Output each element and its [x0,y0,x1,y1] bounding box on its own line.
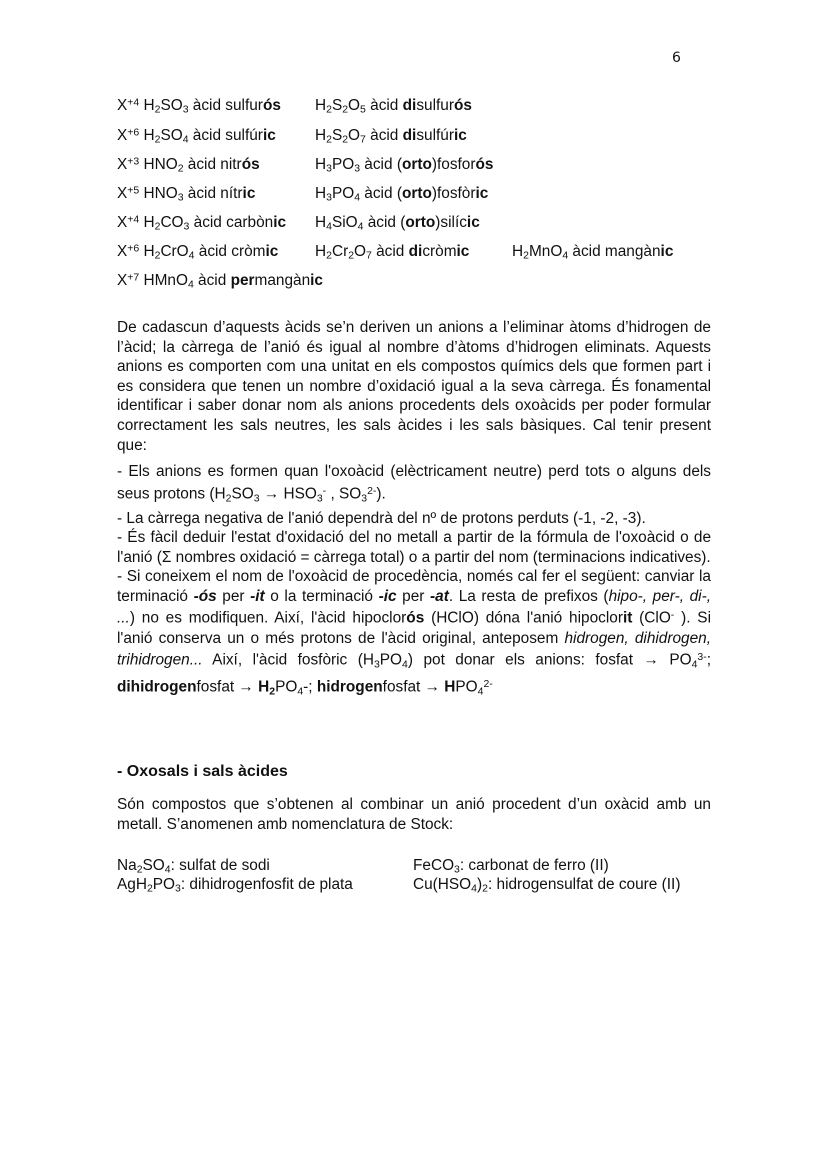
text-segment: 4 [357,221,364,233]
text-segment: H [315,185,327,202]
text-segment: )fosfor [431,156,476,173]
text-segment: 2 [326,250,332,262]
text-segment: H [512,243,524,260]
anion-rules [117,462,711,702]
text-segment: 2- [483,679,493,691]
text-segment: hipo-, per-, di-, ... [117,587,712,628]
text-segment: hidrogen [316,678,383,696]
text-segment: (ClO [632,610,671,628]
text-segment: Cr [331,243,349,260]
text-segment: H [315,214,327,231]
text-segment: +4 [127,214,140,226]
text-segment: 2 [136,864,143,876]
text-segment: 2- [367,485,377,497]
text-segment: àcid [193,272,231,289]
text-segment: PO [379,652,403,670]
text-segment: 3 [354,163,361,175]
text-segment: 4 [188,250,195,262]
acid-entry [315,156,493,175]
text-segment: àcid ( [360,185,402,202]
text-segment: 5 [360,104,366,116]
text-segment: di [402,97,417,114]
text-segment: 2 [154,134,161,146]
text-segment: CrO [160,243,189,260]
text-segment: X [117,243,128,260]
text-segment: sulfúr [416,127,454,144]
text-segment: ). [376,485,386,503]
text-segment: 4 [471,883,477,895]
text-segment: X [117,185,128,202]
text-segment: PO [331,185,355,202]
text-segment: )fosfòr [431,185,476,202]
acid-entry [315,97,472,116]
text-segment: MnO [528,243,563,260]
text-segment: 4 [326,221,332,233]
text-segment: ic [265,243,279,260]
text-segment: - [322,485,327,497]
text-segment: - És fàcil deduir l'estat d'oxidació del no metall a partir de la fórmula de l'oxoàcid o de l'anió (Σ nombres oxidació = càrrega total) o a partir del nom (terminacions indicatives). [117,529,711,566]
text-segment: : hidrogensulfat de coure (II) [487,876,681,893]
text-segment: 4 [562,250,569,262]
text-segment: 2 [225,492,232,504]
text-segment: ic [475,185,489,202]
text-segment: PO [331,156,355,173]
text-segment: ic [466,214,480,231]
acid-entry [315,185,488,204]
text-segment: 2 [146,883,153,895]
text-segment: 7 [366,250,372,262]
text-segment: fosfat → [196,678,259,696]
text-segment: PO [275,678,298,696]
text-segment: H [315,127,327,144]
text-segment: H [315,156,327,173]
acid-entry [315,243,469,262]
text-segment: àcid [365,97,403,114]
acid-entry [117,185,255,204]
rule-item [117,462,711,509]
text-segment: ) [476,876,483,893]
acid-entry [117,156,260,175]
acid-entry [117,243,278,262]
text-segment: 3- [697,652,707,664]
text-segment: per [230,272,255,289]
text-segment: ic [242,185,256,202]
text-segment: cròm [422,243,457,260]
text-segment: 4 [182,134,189,146]
text-segment: 4 [297,686,304,698]
text-segment: àcid sulfúr [188,127,263,144]
text-segment: O [348,97,361,114]
page-number: 6 [672,50,681,66]
text-segment: +5 [127,185,140,197]
salt-example [413,857,609,876]
text-segment: H [139,243,155,260]
text-segment: → HSO [259,485,317,503]
text-segment: CO [160,214,184,231]
text-segment: di [408,243,423,260]
text-segment: ) pot donar els anions: fosfat → PO [407,652,692,670]
text-segment: Na [117,857,137,874]
text-segment: X [117,127,128,144]
text-segment: 2 [348,250,355,262]
text-segment: 3 [182,104,189,116]
text-segment: O [348,127,361,144]
text-segment: De cadascun d’aquests àcids se’n deriven un anions a l’eliminar àtoms d’hidrogen de l’àcid; la càrrega de l’anió és igual al nombre d’àtoms d’hidrogen eliminats. Aquests anions es comporten com una unitat en els compostos químics dels que formen part i es considera que tenen un nombre d’oxidació igual a la seva càrrega. És fonamental identificar i saber donar nom als anions procedents dels oxoàcids per poder formular correctament les sals neutres, les sals àcides i les sals bàsiques. Cal tenir present que: [117,319,711,454]
text-segment: PO [152,876,176,893]
text-segment: per [396,587,431,605]
text-segment: 4 [402,659,408,671]
text-segment: - Si coneixem el nom de l'oxoàcid de procedència, només cal fer el següent: canviar la terminació [117,568,711,605]
text-segment: ic [262,127,276,144]
text-segment: 2 [523,250,529,262]
text-segment: 4 [691,659,698,671]
text-segment: orto [401,185,432,202]
text-segment: sulfur [416,97,454,114]
text-segment: H [139,127,155,144]
text-segment: di [402,127,417,144]
text-segment: 2 [342,134,349,146]
text-segment: dihidrogen [117,678,197,696]
text-segment: 3 [326,192,332,204]
text-segment: PO [455,678,478,696]
text-segment: HMnO [139,272,188,289]
text-segment: SO [160,127,183,144]
text-segment: àcid ( [360,156,402,173]
text-segment: HNO [139,156,178,173]
text-segment: X [117,97,128,114]
text-segment: per [216,587,251,605]
text-segment: -ic [378,587,397,605]
text-segment: HNO [139,185,178,202]
text-segment: 2 [326,134,332,146]
text-segment: - La càrrega negativa de l'anió dependrà del nº de protons perduts (-1, -2, -3). [117,509,646,527]
rule-item [117,567,711,702]
text-segment: àcid [365,127,403,144]
acid-entry [117,97,281,116]
text-segment: ic [310,272,323,289]
text-segment: it [622,610,633,628]
text-segment: H [315,97,327,114]
rule-item [117,528,711,567]
text-segment: +7 [127,272,140,284]
text-segment: hidrogen, dihidrogen, trihidrogen... [117,629,711,670]
text-segment: H [315,243,327,260]
text-segment: X [117,214,128,231]
text-segment: ic [273,214,287,231]
text-segment: 2 [154,104,161,116]
text-segment: +6 [127,127,140,139]
text-segment: -; [303,678,317,696]
text-segment: H [139,97,155,114]
text-segment: 4 [164,864,171,876]
salt-example [117,876,353,895]
text-segment: S [331,97,343,114]
text-segment: SO [142,857,165,874]
text-segment: ós [262,97,281,114]
text-segment: H [139,214,155,231]
salt-example [117,857,270,876]
text-segment: 2 [154,221,161,233]
text-segment: ; [706,652,712,670]
text-segment: àcid nítr [183,185,243,202]
text-segment: 2 [482,883,488,895]
acid-entry [117,214,286,233]
text-segment: 3 [177,192,184,204]
text-segment: Són compostos que s’obtenen al combinar un anió procedent d’un oxàcid amb un metall. S’anomenen amb nomenclatura de Stock: [117,796,711,833]
text-segment: (HClO) dóna l'anió hipoclor [424,610,623,628]
text-segment: : dihidrogenfosfit de plata [180,876,353,893]
text-segment: o la terminació [264,587,379,605]
text-segment: SO [231,485,254,503]
text-segment: 2 [326,104,332,116]
text-segment: ós [406,610,425,628]
text-segment: X [117,272,128,289]
text-segment: àcid ( [363,214,406,231]
text-segment: , SO [326,485,362,503]
text-segment: H [444,678,456,696]
text-segment: -at [430,587,449,605]
text-segment: ós [475,156,494,173]
text-segment: +6 [127,243,140,255]
text-segment: fosfat → [382,678,445,696]
text-segment: 3 [175,883,181,895]
text-segment: 2 [177,163,184,175]
text-segment: )silíc [435,214,467,231]
text-segment: àcid cròm [194,243,266,260]
text-segment: 2 [269,686,276,698]
text-segment: O [354,243,367,260]
text-segment: 4 [187,279,194,291]
text-segment: orto [405,214,436,231]
text-segment: Cu(HSO [413,876,472,893]
text-segment: +4 [127,97,140,109]
text-segment: 3 [316,492,323,504]
section-paragraph [117,795,711,834]
salt-example [413,876,680,895]
text-segment: 7 [360,134,366,146]
text-segment: 2 [154,250,161,262]
text-segment: 2 [342,104,349,116]
acid-entry [315,127,467,146]
text-segment: - Oxosals i sals àcides [117,763,288,780]
text-segment: S [331,127,343,144]
text-segment: àcid [371,243,409,260]
text-segment: orto [401,156,432,173]
text-segment: -it [250,587,265,605]
text-segment: ) no es modifiquen. Així, l'àcid hipoclor [129,610,407,628]
acid-entry [315,214,480,233]
section-heading [117,762,711,782]
text-segment: : sulfat de sodi [170,857,270,874]
text-segment: SiO [331,214,358,231]
text-segment: ic [660,243,674,260]
acid-entry [117,127,276,146]
rule-item [117,509,711,529]
text-segment: . La resta de prefixos ( [448,587,609,605]
text-segment: X [117,156,128,173]
text-segment: : carbonat de ferro (II) [459,857,609,874]
text-segment: - Els anions es formen quan l'oxoàcid (elèctricament neutre) perd tots o alguns dels seus protons (H [117,463,711,503]
text-segment: 3 [326,163,332,175]
text-segment: 3 [253,492,260,504]
text-segment: Així, l'àcid fosfòric (H [202,652,374,670]
text-segment: àcid nitr [183,156,242,173]
text-segment: 3 [361,492,368,504]
intro-paragraph [117,318,711,455]
acid-entry [117,272,323,291]
text-segment: 3 [454,864,460,876]
acid-entry [512,243,673,262]
text-segment: FeCO [413,857,455,874]
text-segment: 4 [354,192,361,204]
text-segment: 3 [373,659,380,671]
text-segment: ). Si l'anió conserva un o més protons de l'àcid original, anteposem [117,610,711,647]
text-segment: ic [456,243,470,260]
text-segment: ós [241,156,260,173]
text-segment: 4 [477,686,484,698]
text-segment: H [258,678,270,696]
text-segment: SO [160,97,183,114]
text-segment: +3 [127,156,140,168]
text-segment: ic [453,127,467,144]
text-segment: AgH [117,876,147,893]
text-segment: ós [453,97,472,114]
text-segment: 3 [183,221,190,233]
text-segment: àcid mangàn [568,243,661,260]
text-segment: mangàn [254,272,311,289]
text-segment: àcid sulfur [188,97,263,114]
text-segment: -ós [193,587,217,605]
text-segment: - [670,610,675,622]
text-segment: àcid carbòn [189,214,274,231]
